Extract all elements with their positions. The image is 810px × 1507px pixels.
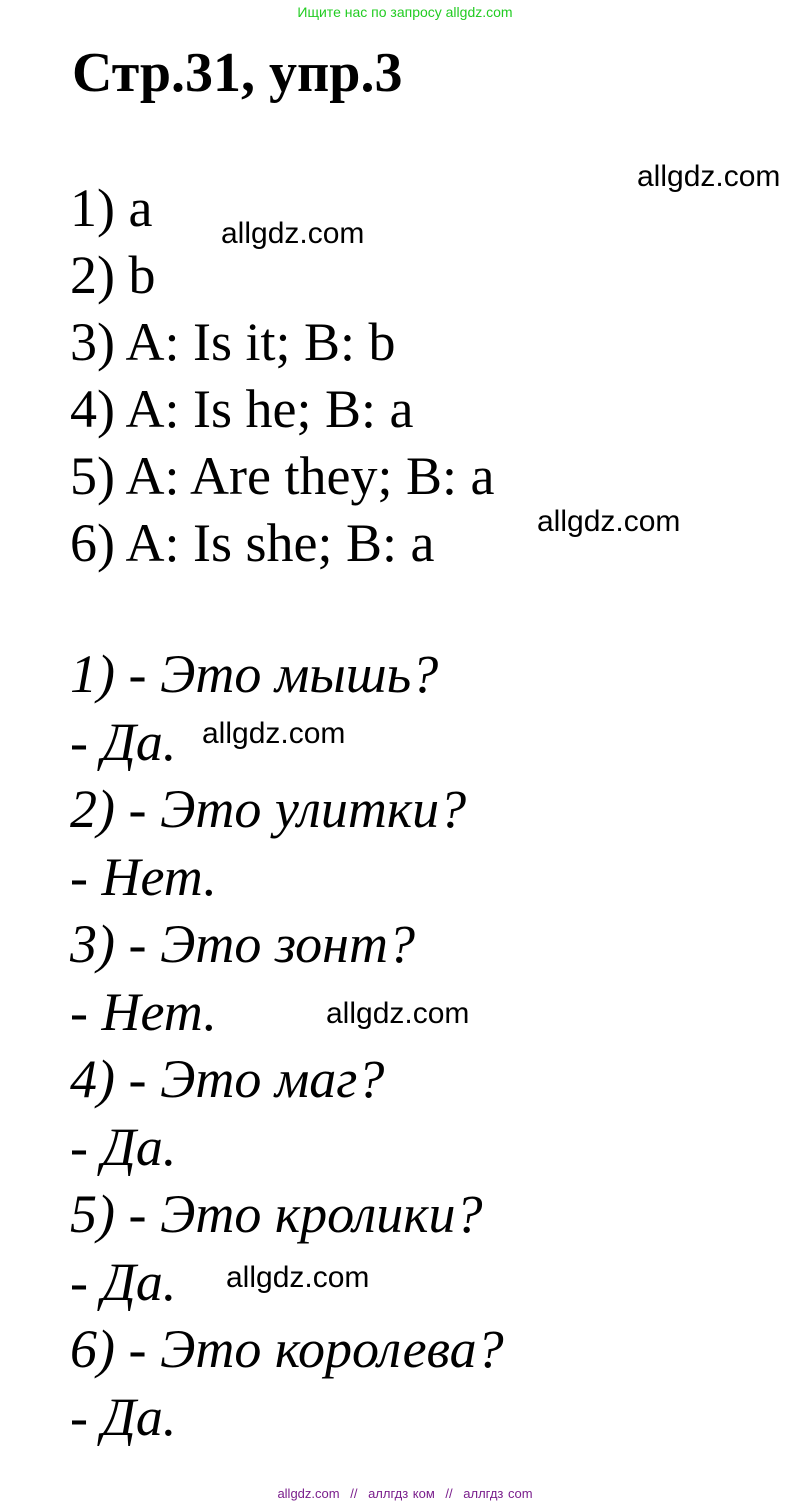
footer-link-allgdz-com[interactable]: аллгдз com	[463, 1486, 533, 1501]
top-banner[interactable]: Ищите нас по запросу allgdz.com	[297, 4, 513, 20]
translation-line-1: 1) - Это мышь?	[70, 644, 439, 704]
watermark: allgdz.com	[326, 997, 470, 1030]
answer-line-3: 3) A: Is it; B: b	[70, 312, 396, 372]
translation-line-9: 5) - Это кролики?	[70, 1184, 483, 1244]
translation-line-10: - Да.	[70, 1251, 177, 1312]
watermark: allgdz.com	[226, 1261, 370, 1294]
footer-link-allgdz[interactable]: allgdz.com	[277, 1486, 340, 1501]
watermark: allgdz.com	[637, 160, 781, 193]
translation-list	[70, 641, 504, 1451]
translation-line-11: 6) - Это королева?	[70, 1319, 504, 1379]
answer-line-1: 1) a	[70, 178, 153, 238]
watermark: allgdz.com	[202, 717, 346, 750]
answer-line-2: 2) b	[70, 245, 156, 305]
footer-links	[0, 1485, 810, 1503]
answer-line-6: 6) A: Is she; B: a	[70, 513, 435, 573]
translation-line-8: - Да.	[70, 1116, 177, 1177]
translation-line-4: - Нет.	[70, 846, 217, 907]
footer-separator: //	[445, 1486, 453, 1501]
answer-line-5: 5) A: Are they; B: a	[70, 446, 495, 506]
translation-line-5: 3) - Это зонт?	[70, 914, 415, 974]
translation-line-3: 2) - Это улитки?	[70, 779, 467, 839]
footer-link-allgdz-kom[interactable]: аллгдз ком	[368, 1486, 435, 1501]
translation-line-2: - Да.	[70, 711, 177, 772]
watermark: allgdz.com	[221, 217, 365, 250]
translation-line-12: - Да.	[70, 1386, 177, 1447]
watermark: allgdz.com	[537, 505, 681, 538]
answer-line-4: 4) A: Is he; B: a	[70, 379, 414, 439]
footer-separator: //	[350, 1486, 358, 1501]
translation-line-6: - Нет.	[70, 981, 217, 1042]
translation-line-7: 4) - Это маг?	[70, 1049, 385, 1109]
page-title: Стр.31, упр.3	[72, 42, 403, 104]
